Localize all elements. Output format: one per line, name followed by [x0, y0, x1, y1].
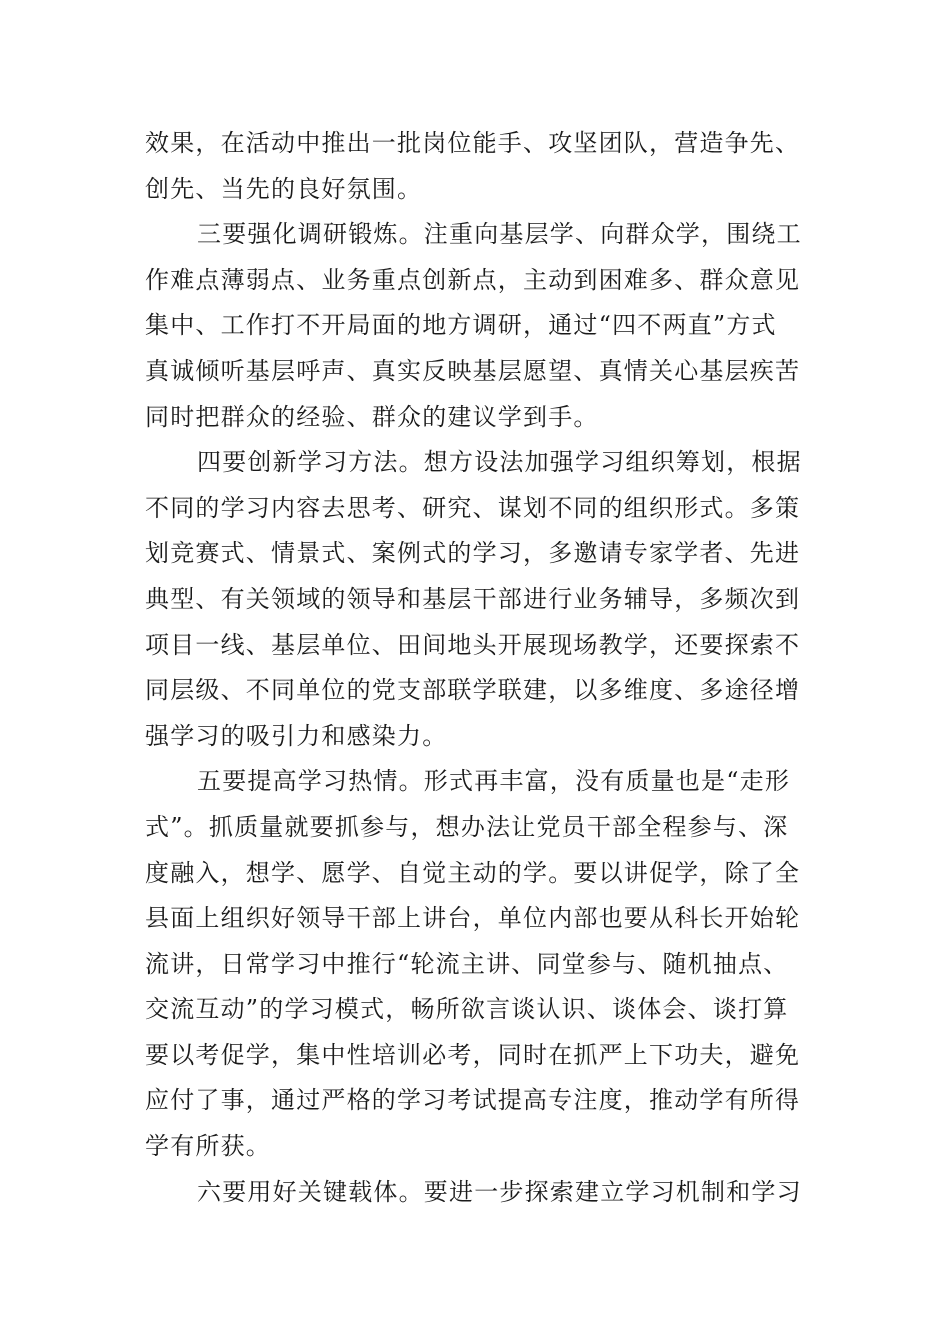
- text-line: 流讲，日常学习中推行“轮流主讲、同堂参与、随机抽点、: [145, 949, 789, 978]
- paragraph-start-line: 五要提高学习热情。形式再丰富，没有质量也是“走形: [197, 767, 791, 796]
- text-line: 效果，在活动中推出一批岗位能手、攻坚团队，营造争先、: [145, 129, 801, 157]
- document-body: [145, 121, 810, 1215]
- text-line: 要以考促学，集中性培训必考，同时在抓严上下功夫，避免: [145, 1040, 801, 1069]
- text-line: 学有所获。: [145, 1132, 271, 1161]
- paragraph-start-line: 六要用好关键载体。要进一步探索建立学习机制和学习: [197, 1177, 802, 1206]
- text-line: 应付了事，通过严格的学习考试提高专注度，推动学有所得: [145, 1086, 801, 1115]
- text-line: 不同的学习内容去思考、研究、谋划不同的组织形式。多策: [145, 493, 801, 522]
- text-line: 典型、有关领域的领导和基层干部进行业务辅导，多频次到: [145, 584, 801, 613]
- text-line: 强学习的吸引力和感染力。: [145, 721, 448, 750]
- text-line: 度融入，想学、愿学、自觉主动的学。要以讲促学，除了全: [145, 858, 801, 887]
- text-line: 县面上组织好领导干部上讲台，单位内部也要从科长开始轮: [145, 904, 801, 933]
- text-line: 创先、当先的良好氛围。: [145, 174, 423, 203]
- text-line: 真诚倾听基层呼声、真实反映基层愿望、真情关心基层疾苦: [145, 356, 801, 385]
- text-line: 同层级、不同单位的党支部联学联建，以多维度、多途径增: [145, 676, 801, 705]
- paragraph-start-line: 四要创新学习方法。想方设法加强学习组织筹划，根据: [197, 448, 802, 477]
- text-line: 交流互动”的学习模式，畅所欲言谈认识、谈体会、谈打算: [145, 995, 789, 1024]
- text-line: 式”。抓质量就要抓参与，想办法让党员干部全程参与、深: [145, 812, 789, 841]
- text-line: 集中、工作打不开局面的地方调研，通过“四不两直”方式: [145, 311, 777, 340]
- text-line: 同时把群众的经验、群众的建议学到手。: [145, 402, 599, 431]
- text-line: 作难点薄弱点、业务重点创新点，主动到困难多、群众意见: [145, 265, 801, 294]
- text-line: 划竞赛式、情景式、案例式的学习，多邀请专家学者、先进: [145, 539, 801, 568]
- text-line: 项目一线、基层单位、田间地头开展现场教学，还要探索不: [145, 630, 801, 659]
- paragraph-start-line: 三要强化调研锻炼。注重向基层学、向群众学，围绕工: [197, 220, 802, 249]
